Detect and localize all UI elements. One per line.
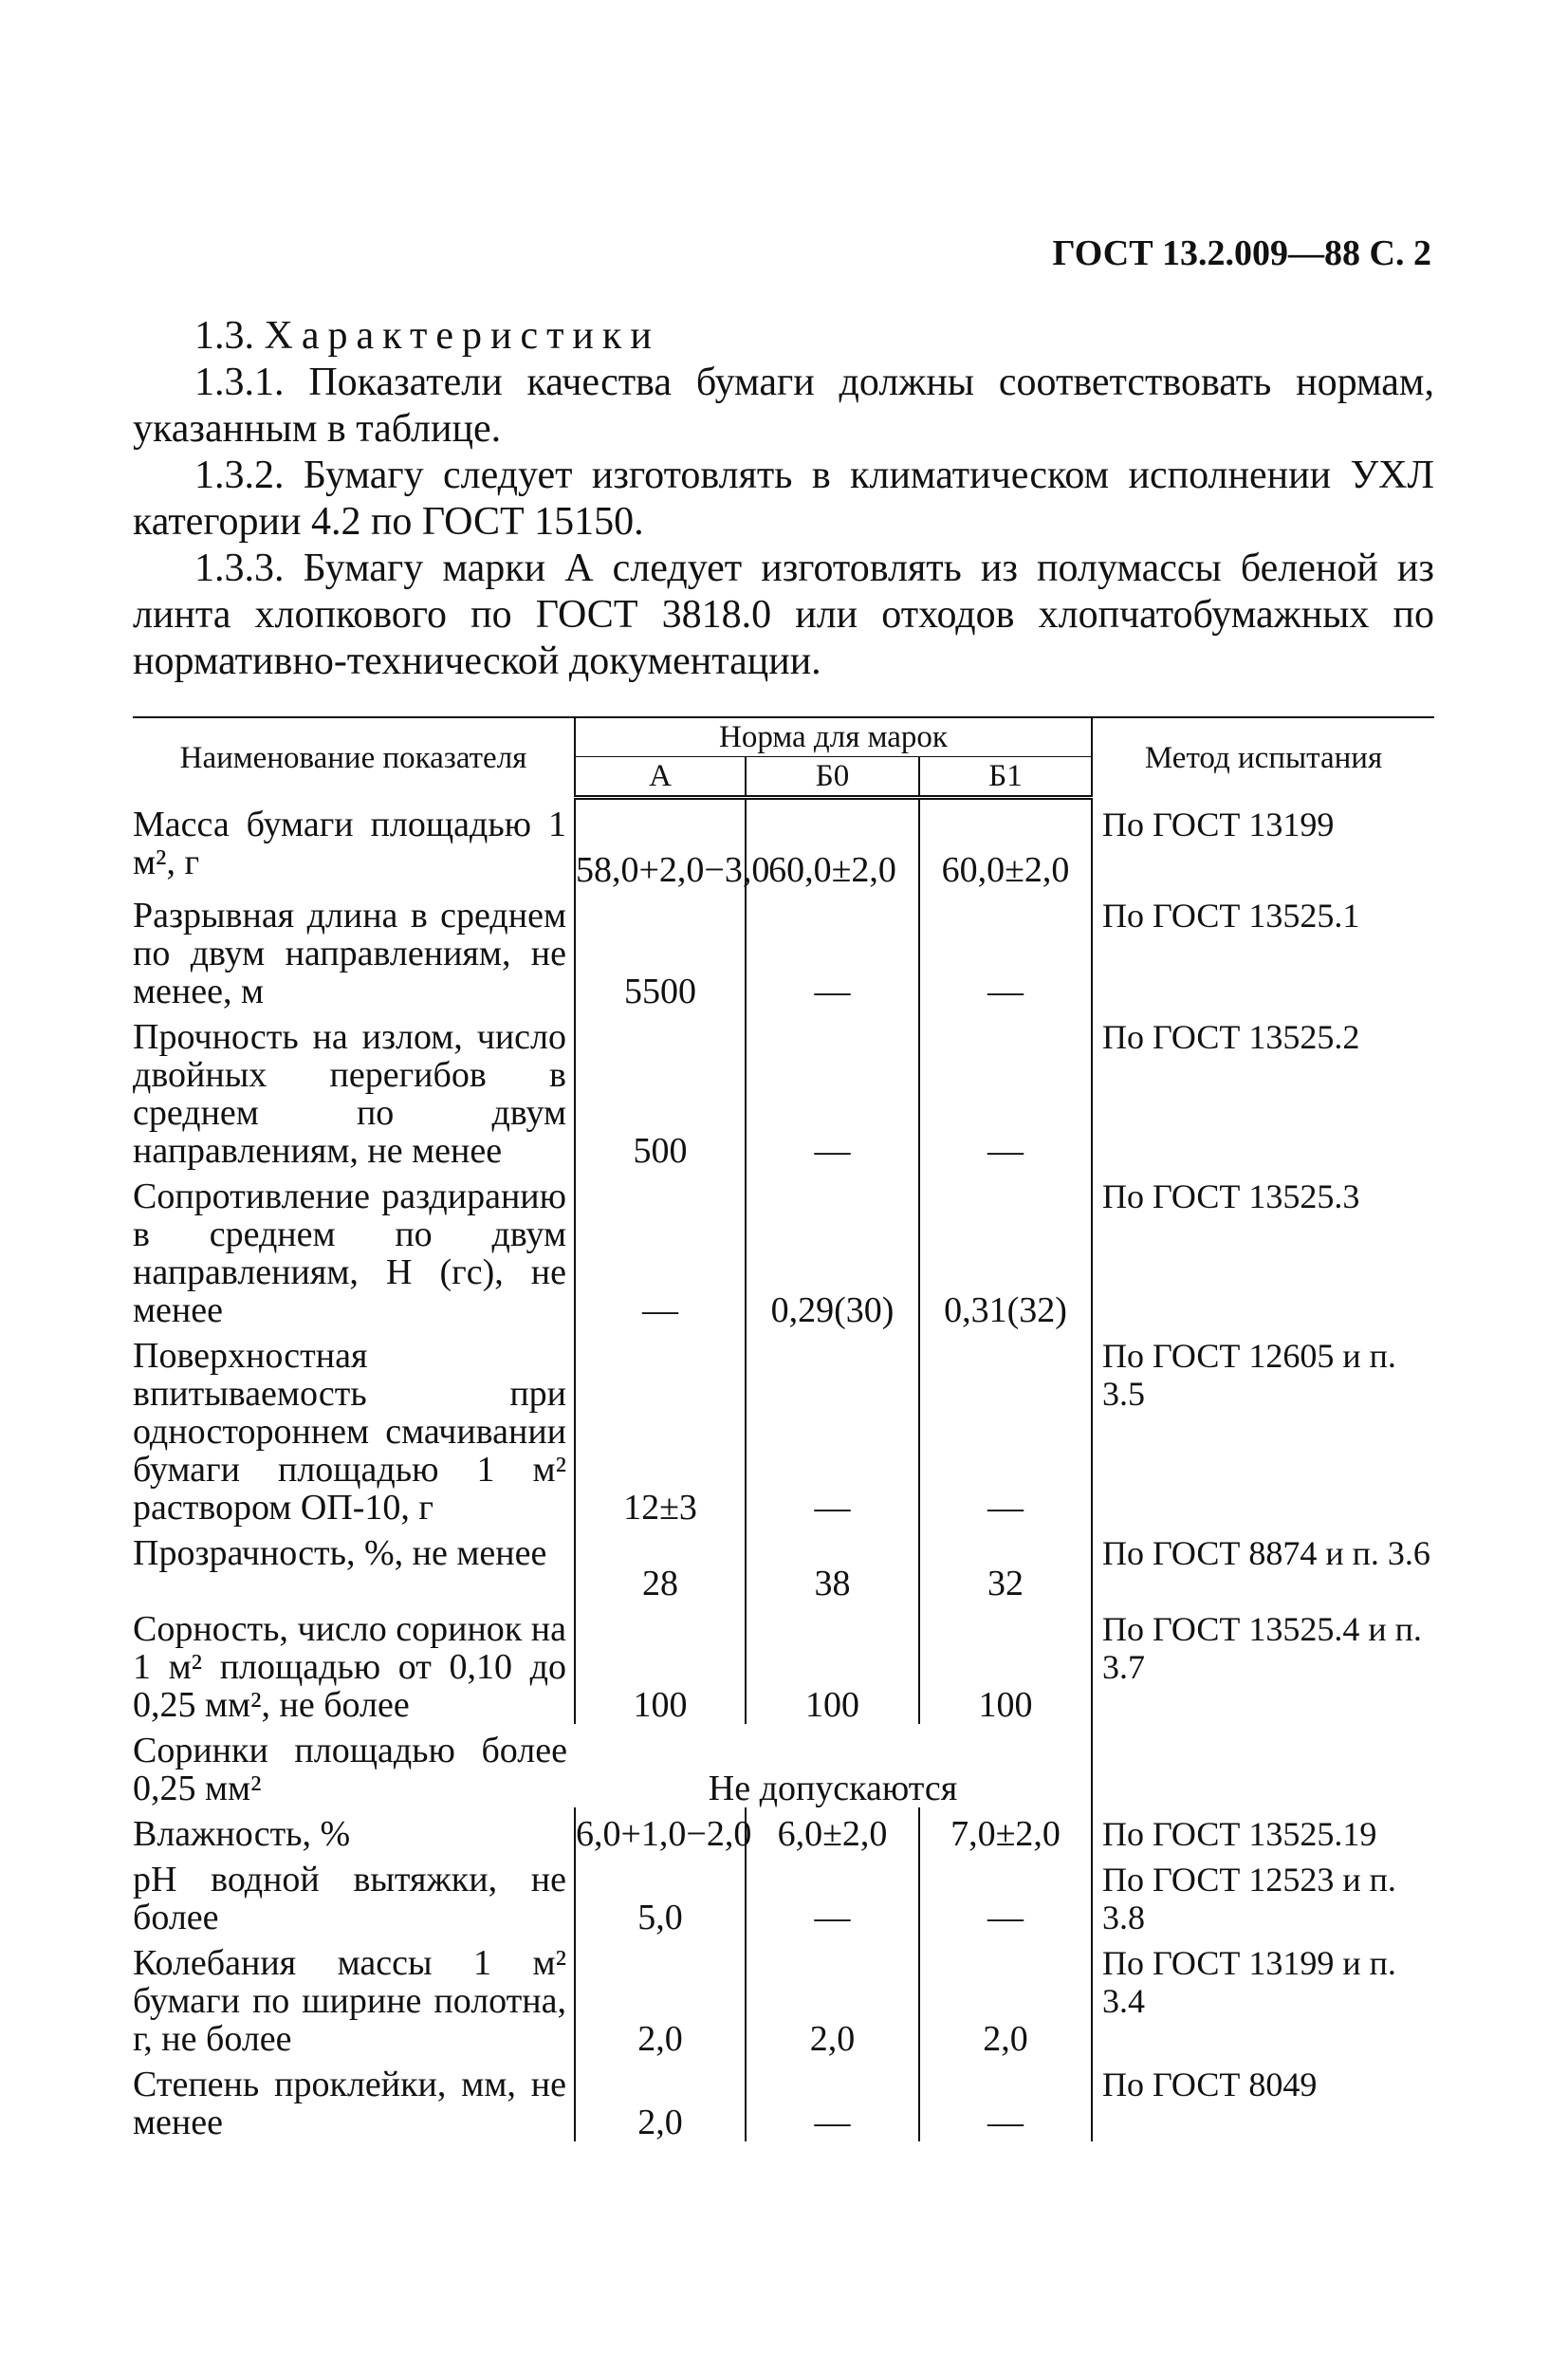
value-a: — bbox=[575, 1170, 746, 1329]
value-b0: — bbox=[746, 1329, 919, 1527]
row-name: Сорность, число соринок на 1 м² площадью от 0,10 до 0,25 мм², не более bbox=[133, 1608, 566, 1725]
col-header-a: А bbox=[575, 757, 746, 798]
row-merged-value: Не допускаются bbox=[708, 1768, 958, 1808]
row-name: Разрывная длина в среднем по двум направлениям, не менее, м bbox=[133, 895, 566, 1011]
row-name: pH водной вытяжки, не более bbox=[133, 1859, 566, 1937]
section-title: 1.3. Характеристики bbox=[194, 314, 660, 358]
row-name: Поверхностная впитываемость при одностороннем смачивании бумаги площадью 1 м² раствором ОП-10, г bbox=[133, 1335, 566, 1528]
row-method: По ГОСТ 13525.3 bbox=[1092, 1170, 1434, 1329]
value-b1: — bbox=[919, 1010, 1092, 1170]
value-b0: — bbox=[746, 889, 919, 1010]
value-b1: 32 bbox=[919, 1527, 1092, 1603]
value-a: 6,0+1,0−2,0 bbox=[575, 1807, 746, 1853]
col-header-b1: Б1 bbox=[919, 757, 1092, 798]
value-a: 28 bbox=[575, 1527, 746, 1603]
value-b1: 100 bbox=[919, 1603, 1092, 1724]
row-method: По ГОСТ 8874 и п. 3.6 bbox=[1092, 1527, 1434, 1603]
table-row bbox=[133, 1853, 1434, 1936]
paragraph-1-3-2: 1.3.2. Бумагу следует изготовлять в климатическом исполнении УХЛ категории 4.2 по ГОСТ 15150. bbox=[133, 454, 1434, 544]
table-row bbox=[133, 1170, 1434, 1329]
row-method: По ГОСТ 12523 и п. 3.8 bbox=[1092, 1853, 1434, 1936]
row-method: По ГОСТ 13525.19 bbox=[1092, 1807, 1434, 1853]
value-b1: 2,0 bbox=[919, 1936, 1092, 2058]
table-row bbox=[133, 1527, 1434, 1603]
paragraph-1-3-1: 1.3.1. Показатели качества бумаги должны соответствовать нормам, указанным в таблице. bbox=[133, 361, 1434, 451]
value-b0: 0,29(30) bbox=[746, 1170, 919, 1329]
table-row bbox=[133, 1724, 1434, 1807]
value-b0: — bbox=[746, 1853, 919, 1936]
value-b1: — bbox=[919, 889, 1092, 1010]
value-b0: 6,0±2,0 bbox=[746, 1807, 919, 1853]
row-method: По ГОСТ 12605 и п. 3.5 bbox=[1092, 1329, 1434, 1527]
row-method: По ГОСТ 13525.1 bbox=[1092, 889, 1434, 1010]
value-b0: 2,0 bbox=[746, 1936, 919, 2058]
row-method: По ГОСТ 13525.4 и п. 3.7 bbox=[1092, 1603, 1434, 1724]
value-b0: 100 bbox=[746, 1603, 919, 1724]
value-b0: — bbox=[746, 1010, 919, 1170]
row-name: Сопротивление раздиранию в среднем по двум направлениям, Н (гс), не менее bbox=[133, 1176, 566, 1330]
value-a: 2,0 bbox=[575, 1936, 746, 2058]
value-b0: 60,0±2,0 bbox=[746, 798, 919, 889]
table-row bbox=[133, 1329, 1434, 1527]
quality-table bbox=[133, 716, 1434, 2141]
value-b1: 0,31(32) bbox=[919, 1170, 1092, 1329]
row-name: Прозрачность, %, не менее bbox=[133, 1532, 547, 1573]
value-b1: — bbox=[919, 1329, 1092, 1527]
value-a: 500 bbox=[575, 1010, 746, 1170]
value-a: 12±3 bbox=[575, 1329, 746, 1527]
section-text bbox=[133, 313, 1434, 685]
row-method bbox=[1092, 1724, 1434, 1807]
value-b1: — bbox=[919, 2058, 1092, 2141]
col-header-b0: Б0 bbox=[746, 757, 919, 798]
value-b1: — bbox=[919, 1853, 1092, 1936]
row-name: Масса бумаги площадью 1 м², г bbox=[133, 804, 566, 882]
table-row bbox=[133, 1807, 1434, 1853]
table-row bbox=[133, 798, 1434, 889]
value-b1: 7,0±2,0 bbox=[919, 1807, 1092, 1853]
col-header-method: Метод испытания bbox=[1092, 717, 1434, 798]
table-row bbox=[133, 1010, 1434, 1170]
value-b1: 60,0±2,0 bbox=[919, 798, 1092, 889]
page-header: ГОСТ 13.2.009—88 С. 2 bbox=[1052, 233, 1431, 273]
row-name: Влажность, % bbox=[133, 1813, 351, 1854]
table-row bbox=[133, 1936, 1434, 2058]
row-name: Соринки площадью более 0,25 мм² bbox=[133, 1730, 567, 1808]
col-header-name: Наименование показателя bbox=[133, 717, 575, 798]
row-method: По ГОСТ 13199 и п. 3.4 bbox=[1092, 1936, 1434, 2058]
table-row bbox=[133, 1603, 1434, 1724]
row-name: Колебания массы 1 м² бумаги по ширине полотна, г, не более bbox=[133, 1942, 566, 2059]
value-a: 58,0+2,0−3,0 bbox=[575, 798, 746, 889]
row-method: По ГОСТ 13525.2 bbox=[1092, 1010, 1434, 1170]
value-a: 5,0 bbox=[575, 1853, 746, 1936]
table-row bbox=[133, 889, 1434, 1010]
row-method: По ГОСТ 8049 bbox=[1092, 2058, 1434, 2141]
table-row bbox=[133, 2058, 1434, 2141]
col-header-norm: Норма для марок bbox=[575, 717, 1092, 757]
value-a: 5500 bbox=[575, 889, 746, 1010]
table-body bbox=[133, 798, 1434, 2141]
value-a: 100 bbox=[575, 1603, 746, 1724]
value-b0: 38 bbox=[746, 1527, 919, 1603]
row-name: Степень проклейки, мм, не менее bbox=[133, 2064, 566, 2142]
value-a: 2,0 bbox=[575, 2058, 746, 2141]
row-name: Прочность на излом, число двойных перегибов в среднем по двум направлениям, не менее bbox=[133, 1016, 566, 1171]
value-b0: — bbox=[746, 2058, 919, 2141]
paragraph-1-3-3: 1.3.3. Бумагу марки А следует изготовлять из полумассы беленой из линта хлопкового по ГОСТ 3818.0 или отходов хлопчатобумажных по нормативно-технической документации. bbox=[133, 547, 1434, 683]
row-method: По ГОСТ 13199 bbox=[1092, 798, 1434, 889]
